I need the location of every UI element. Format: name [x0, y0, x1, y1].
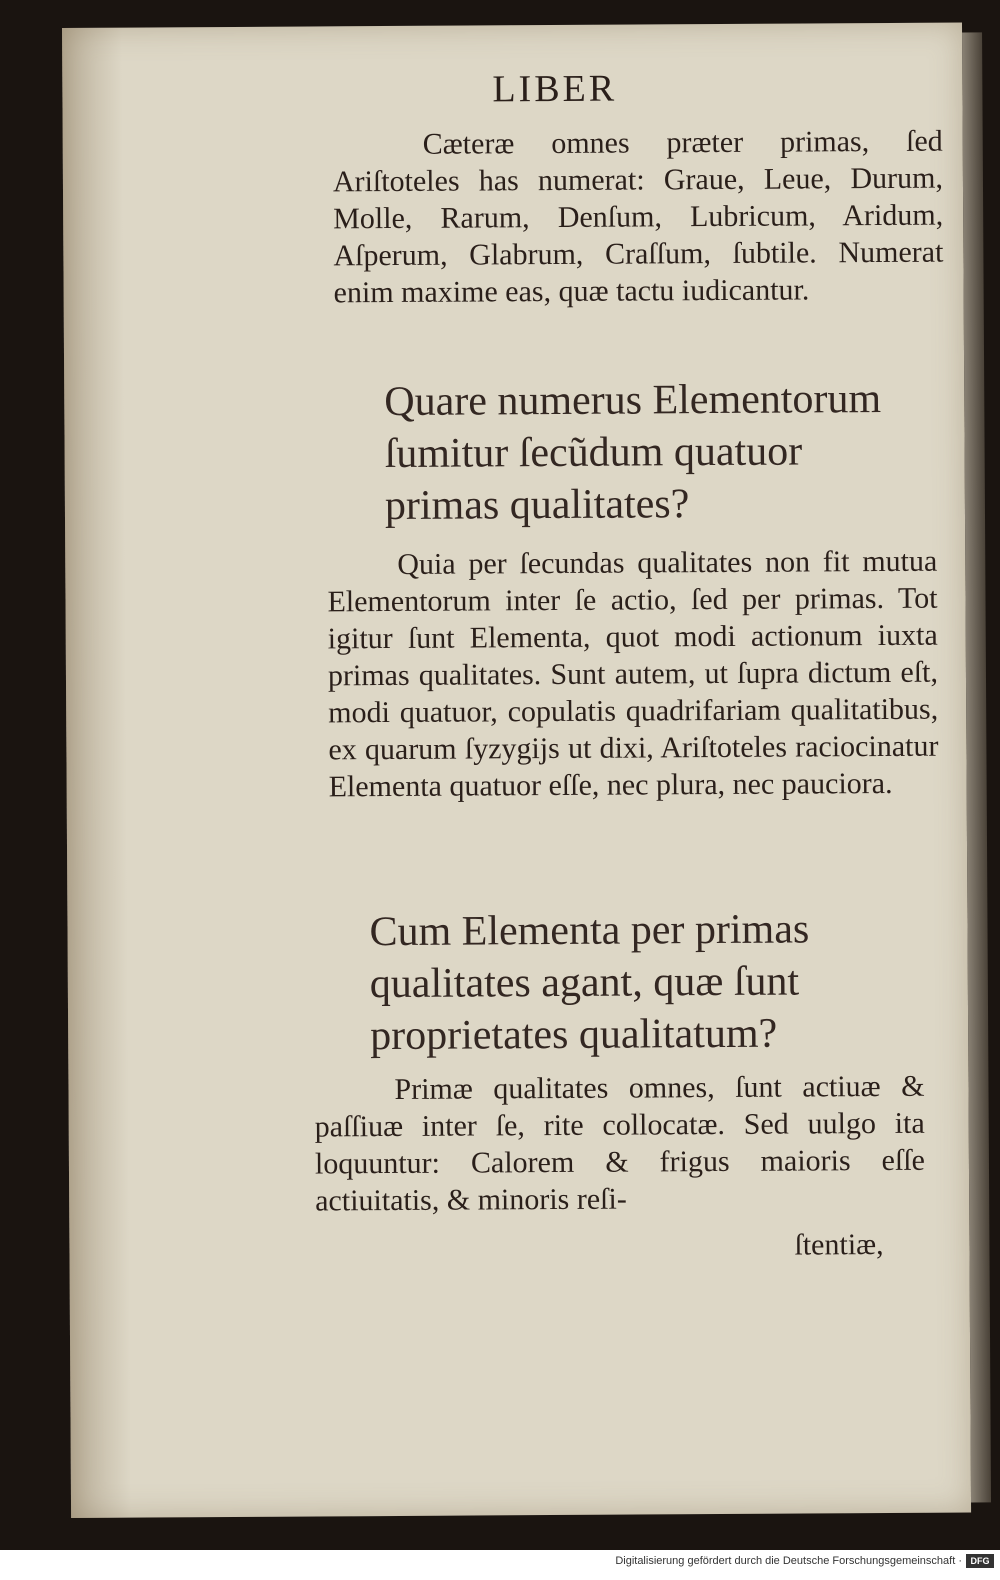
question-heading-2: Cum Elementa per primas qualitates agant, quæ ſunt proprietates qualitatum? — [369, 906, 810, 1060]
running-head: LIBER — [492, 67, 618, 111]
catchword: ſtentiæ, — [794, 1228, 884, 1262]
book-page — [62, 23, 971, 1518]
spine-shadow — [62, 28, 131, 1518]
question-heading-1: Quare numerus Elementorum ſumitur ſecũdum quatuor primas qualitates? — [384, 376, 882, 530]
page-edge — [962, 32, 991, 1502]
paragraph-1: Cæteræ omnes præter primas, ſed Ariſtoteles has numerat: Graue, Leue, Durum, Molle, Rarum, Denſum, Lubricum, Aridum, Aſperum, Glabrum, Craſſum, ſubtile. Numerat enim maxime eas, quæ tactu iudicantur. — [332, 124, 944, 310]
dfg-logo-icon: DFG — [966, 1554, 994, 1568]
paragraph-3: Primæ qualitates omnes, ſunt actiuæ & paſſiuæ inter ſe, rite collocatæ. Sed uulgo ita loquuntur: Calorem & frigus maioris eſſe actiuitatis, & minoris reſi- — [314, 1069, 926, 1218]
paragraph-2: Quia per ſecundas qualitates non fit mutua Elementorum inter ſe actio, ſed per primas. Tot igitur ſunt Elementa, quot modi actionum iuxta primas qualitates. Sunt autem, ut ſupra dictum eſt, modi quatuor, copulatis quadrifariam qualitatibus, ex quarum ſyzygijs ut dixi, Ariſtoteles raciocinatur Elementa quatuor eſſe, nec plura, nec pauciora. — [327, 544, 939, 804]
digitization-credit: Digitalisierung gefördert durch die Deutsche Forschungsgemeinschaft · — [615, 1555, 962, 1567]
